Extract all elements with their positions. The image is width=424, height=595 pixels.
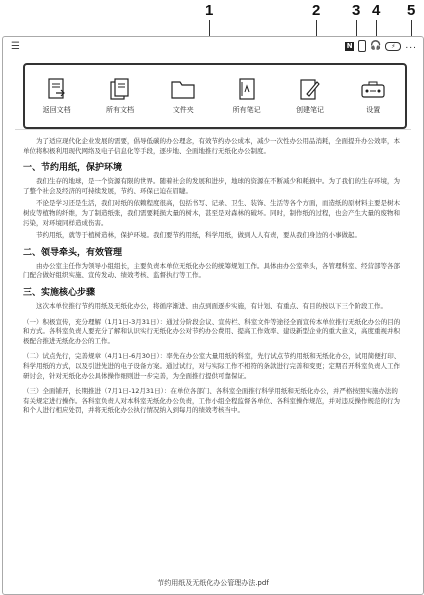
return-doc-button[interactable] bbox=[28, 78, 86, 115]
all-docs-icon bbox=[107, 78, 133, 100]
menu-icon[interactable]: ☰ bbox=[11, 41, 20, 52]
folder-label: 文件夹 bbox=[172, 105, 194, 114]
return-doc-label: 返回文档 bbox=[42, 105, 71, 114]
settings-button[interactable] bbox=[344, 78, 402, 115]
section-2-paragraph-1: 由办公室主任作为领导小组组长，主要负责本单位无纸化办公的统筹规划工作。具体由办公室牵头，各管理科室、经营部等各部门配合做好组织实施、宣传发动、绩效考核、监督执行等工作。 bbox=[23, 261, 400, 280]
create-note-label: 创建笔记 bbox=[295, 105, 324, 114]
settings-icon bbox=[360, 78, 386, 100]
all-docs-button[interactable] bbox=[91, 78, 149, 115]
callout-labels bbox=[0, 0, 424, 32]
folder-icon bbox=[170, 78, 196, 100]
document-body bbox=[23, 137, 403, 419]
battery-icon: ⚡ bbox=[385, 42, 401, 51]
section-1-paragraph-3: 节约用纸，就等于植树造林，保护环境。我们要节约用纸，科学用纸，做到人人有责，要从我们身边的小事做起。 bbox=[36, 231, 361, 240]
settings-label: 设置 bbox=[366, 105, 381, 114]
more-icon[interactable]: ... bbox=[405, 41, 417, 51]
create-note-icon bbox=[297, 78, 323, 100]
section-3-paragraph-1: 这次本单位推行节约用纸及无纸化办公，将循序渐进、由点到面逐步实施，有计划、有重点、有目的按以下三个阶段工作。 bbox=[36, 301, 387, 310]
section-1-paragraph-2: 不论是学习还是生活，我们对纸的依赖程度很高，包括书写、记录、卫生、装饰、生活等各个方面，而造纸的原材料主要是树木树皮等植物的纤维，为了制造纸张，我们需要耗损大量的树木，甚至是对森林的破坏。同时，制作纸的过程，也会产生大量的废物和污染，对环境同样造成伤害。 bbox=[23, 199, 400, 227]
section-2-heading: 二、领导牵头，有效管理 bbox=[23, 247, 123, 258]
all-notes-icon bbox=[234, 78, 260, 100]
return-doc-icon bbox=[44, 78, 70, 100]
pen-icon bbox=[358, 40, 366, 52]
divider bbox=[15, 129, 411, 130]
section-1-heading: 一、节约用纸，保护环境 bbox=[23, 163, 123, 174]
callout-4: 4 bbox=[372, 2, 381, 19]
all-notes-label: 所有笔记 bbox=[232, 105, 261, 114]
status-icons bbox=[345, 40, 417, 52]
callout-1: 1 bbox=[205, 2, 214, 19]
section-3-heading: 三、实施核心步骤 bbox=[23, 287, 96, 298]
device-screen bbox=[2, 36, 424, 595]
callout-2: 2 bbox=[312, 2, 321, 19]
callout-5: 5 bbox=[407, 2, 416, 19]
all-notes-button[interactable] bbox=[218, 78, 276, 115]
icon-menu bbox=[23, 63, 407, 129]
nfc-icon: N bbox=[346, 41, 353, 50]
document-filename: 节约用纸及无纸化办公管理办法.pdf bbox=[157, 579, 269, 587]
all-docs-label: 所有文档 bbox=[105, 105, 134, 114]
intro-paragraph: 为了适应现代化企业发展的需要，倡导低碳的办公理念，有效节约办公成本，减少一次性办公用品消耗，全面提升办公效率，本单位将积极利用现代网络及电子信息化等手段，逐步地、全面地推行无纸化办公制度。 bbox=[23, 137, 400, 155]
step-2-paragraph: （二）试点先行，完善规章（4月1日-6月30日）：率先在办公室大量用纸的科室，先行试点节约用纸和无纸化办公，试用简便打印、科学用纸的方式，以及引进先进的电子设备方案。通过试行，对与实际工作不相符的条款进行完善和变更；定期召开科室负责人工作研讨会，针对无纸化办公具体操作细则进一步完善，为全面推行提供可靠保证。 bbox=[23, 352, 401, 380]
step-3-paragraph: （三）全面铺开，长期推进（7月1日-12月31日）：在单位各部门、各科室全面推行科学用纸和无纸化办公，并严格按照实施办法的有关规定进行操作。各科室负责人对本科室无纸化办公负责，工作小组全程监督各单位、各科室操作规范，并对违反操作规范的行为和个人进行相应处罚，并将无纸化办公执行情况纳入到每月的绩效考核当中。 bbox=[23, 387, 400, 415]
folder-button[interactable] bbox=[154, 78, 212, 115]
create-note-button[interactable] bbox=[281, 78, 339, 115]
headphone-icon: 🎧 bbox=[370, 41, 382, 51]
step-1-paragraph: （一）积极宣传，充分理解（1月1日-3月31日）：通过分阶段会议、宣传栏、科室文件等途径全面宣传本单位推行无纸化办公的目的和方式。各科室负责人要充分了解和认识实行无纸化办公对节约办公费用、提高工作效率、建设新型企业的重大意义，高度重视并积极配合推进无纸化办公的工作。 bbox=[23, 317, 401, 345]
callout-3: 3 bbox=[352, 2, 361, 19]
top-status-bar bbox=[3, 37, 423, 55]
section-1-paragraph-1: 我们生存的地球，是一个资源有限的世界。随着社会的发展和进步，地球的资源在不断减少和耗损中。为了我们的生存环境，为了整个社会及经济的可持续发展，节约、环保已迫在眉睫。 bbox=[23, 177, 400, 195]
